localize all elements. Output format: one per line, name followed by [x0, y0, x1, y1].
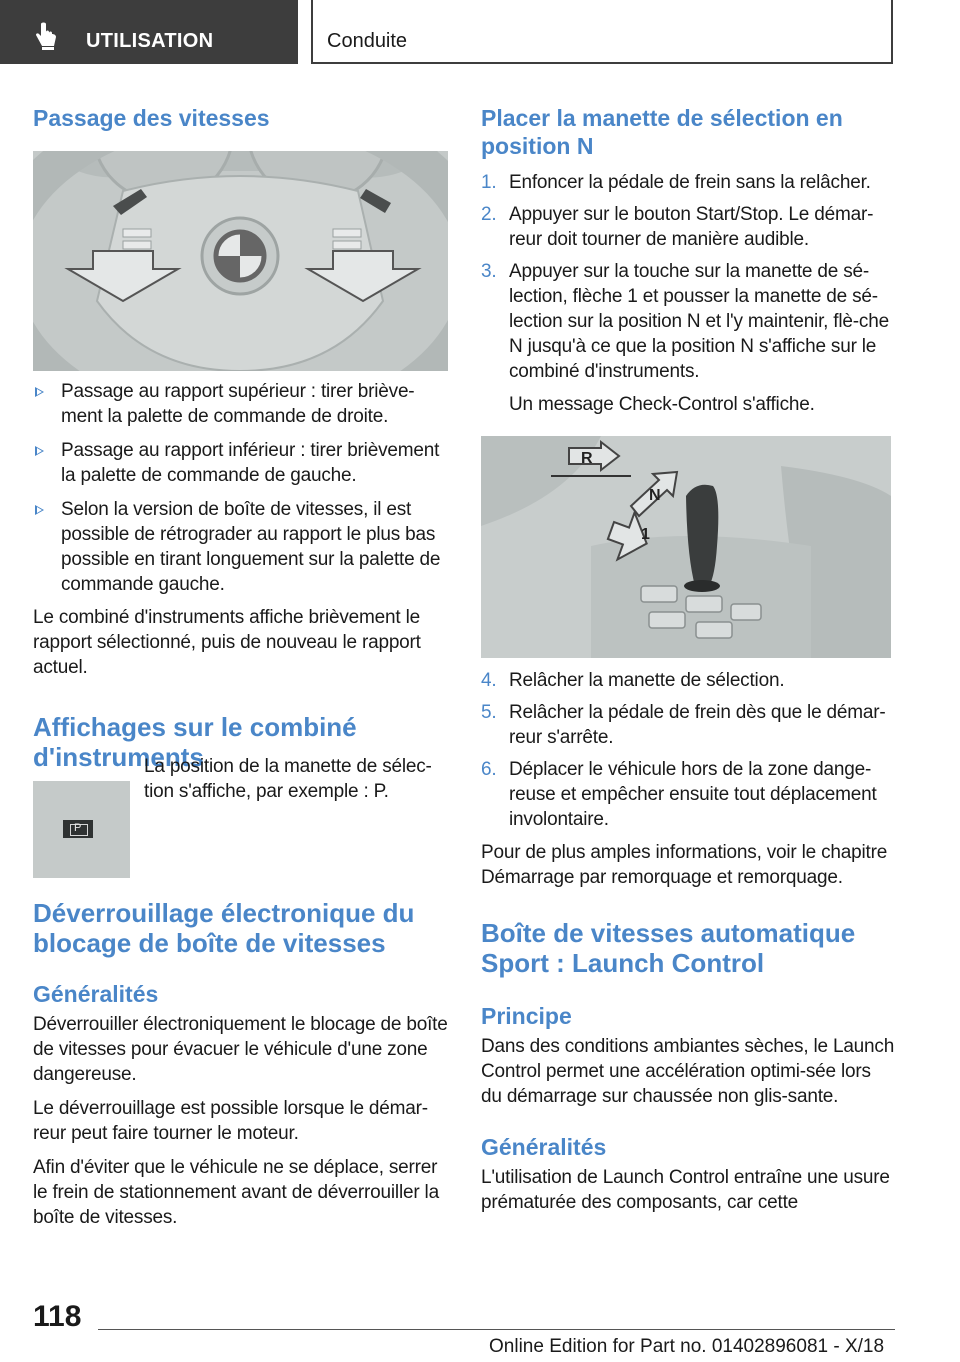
- affichage-block: [33, 754, 448, 854]
- right-column: [481, 100, 895, 1215]
- section-tab-label: UTILISATION: [86, 30, 214, 52]
- paragraph-plus-info: Pour de plus amples informations, voir le chapitre Démarrage par remorquage et remorquage.: [481, 842, 888, 888]
- list-item: 5. Relâcher la pédale de frein dès que le démar-reur s'arrête.: [481, 702, 886, 748]
- pointing-hand-icon: [34, 22, 60, 50]
- list-item: 4. Relâcher la manette de sélection.: [481, 670, 785, 691]
- instrument-display-thumbnail: [33, 781, 130, 878]
- gear-selector-illustration: [481, 436, 891, 658]
- triangle-bullet-icon: [35, 387, 44, 397]
- list-item: Passage au rapport inférieur : tirer brièvement la palette de commande de gauche.: [33, 438, 448, 488]
- paragraph-affichage: La position de la manette de sélec-tion s'affiche, par exemple : P.: [144, 756, 432, 802]
- list-item: 6. Déplacer le véhicule hors de la zone dange-reuse et empêcher ensuite tout déplacement involontaire.: [481, 759, 877, 830]
- left-column: [33, 100, 448, 1230]
- triangle-bullet-icon: [35, 446, 44, 456]
- arrow-1-label: 1: [641, 526, 650, 543]
- footer-divider: [98, 1329, 895, 1330]
- section-tab: [0, 0, 298, 64]
- heading-launch-control: Boîte de vitesses automatique Sport : Launch Control: [481, 918, 856, 978]
- page-number: 118: [33, 1300, 82, 1333]
- heading-generalites-left: Généralités: [33, 981, 159, 1007]
- gear-indicator-box: [63, 820, 93, 838]
- paragraph: Afin d'éviter que le véhicule ne se déplace, serrer le frein de stationnement avant de déverrouiller la boîte de vitesses.: [33, 1157, 439, 1228]
- heading-deverrouillage: Déverrouillage électronique du blocage de boîte de vitesses: [33, 898, 415, 958]
- paragraph-principe: Dans des conditions ambiantes sèches, le Launch Control permet une accélération optimi-sée lors du démarrage sur chaussée non glis-sante.: [481, 1036, 895, 1107]
- step3-note: Un message Check-Control s'affiche.: [509, 394, 815, 415]
- heading-placer-manette: Placer la manette de sélection en position N: [481, 105, 843, 159]
- steps-list-a: [481, 170, 895, 384]
- gear-letter: P: [74, 822, 82, 834]
- shift-bullets: [33, 379, 448, 597]
- list-item: 3. Appuyer sur la touche sur la manette de sé-lection, flèche 1 et pousser la manette de sé-lection sur la position N et l'y maintenir, flè-che N jusqu'à ce que la position N s'affiche sur le combiné d'instruments.: [481, 261, 889, 382]
- arrow-r-label: R: [581, 450, 593, 467]
- heading-passage-vitesses: Passage des vitesses: [33, 105, 270, 131]
- steps-list-b: [481, 668, 895, 832]
- page-header: [0, 0, 960, 66]
- list-item: 2. Appuyer sur le bouton Start/Stop. Le démar-reur doit tourner de manière audible.: [481, 204, 874, 250]
- paragraph: Déverrouiller électroniquement le blocage de boîte de vitesses pour évacuer le véhicule d'une zone dangereuse.: [33, 1014, 448, 1085]
- list-item: 1. Enfoncer la pédale de frein sans la relâcher.: [481, 172, 871, 193]
- list-item: Passage au rapport supérieur : tirer briève-ment la palette de commande de droite.: [33, 379, 448, 429]
- chapter-tab-label: Conduite: [327, 30, 408, 52]
- edition-note: Online Edition for Part no. 01402896081 - X/18: [489, 1336, 885, 1357]
- arrow-n-label: N: [649, 487, 661, 504]
- heading-affichages: Affichages sur le combiné d'instruments: [33, 712, 357, 772]
- list-item: Selon la version de boîte de vitesses, il est possible de rétrograder au rapport le plus bas possible en tirant longuement sur la palette de commande gauche.: [33, 497, 448, 597]
- heading-generalites-right: Généralités: [481, 1134, 607, 1160]
- paragraph-generalites: L'utilisation de Launch Control entraîne une usure prématurée des composants, car cette: [481, 1167, 890, 1213]
- paragraph: Le déverrouillage est possible lorsque le démar-reur peut faire tourner le moteur.: [33, 1098, 428, 1144]
- chapter-tab: [311, 0, 893, 64]
- triangle-bullet-icon: [35, 505, 44, 515]
- paragraph-combine: Le combiné d'instruments affiche brièvement le rapport sélectionné, puis de nouveau le rapport actuel.: [33, 607, 421, 678]
- heading-principe: Principe: [481, 1003, 572, 1029]
- steering-wheel-illustration: [33, 151, 448, 371]
